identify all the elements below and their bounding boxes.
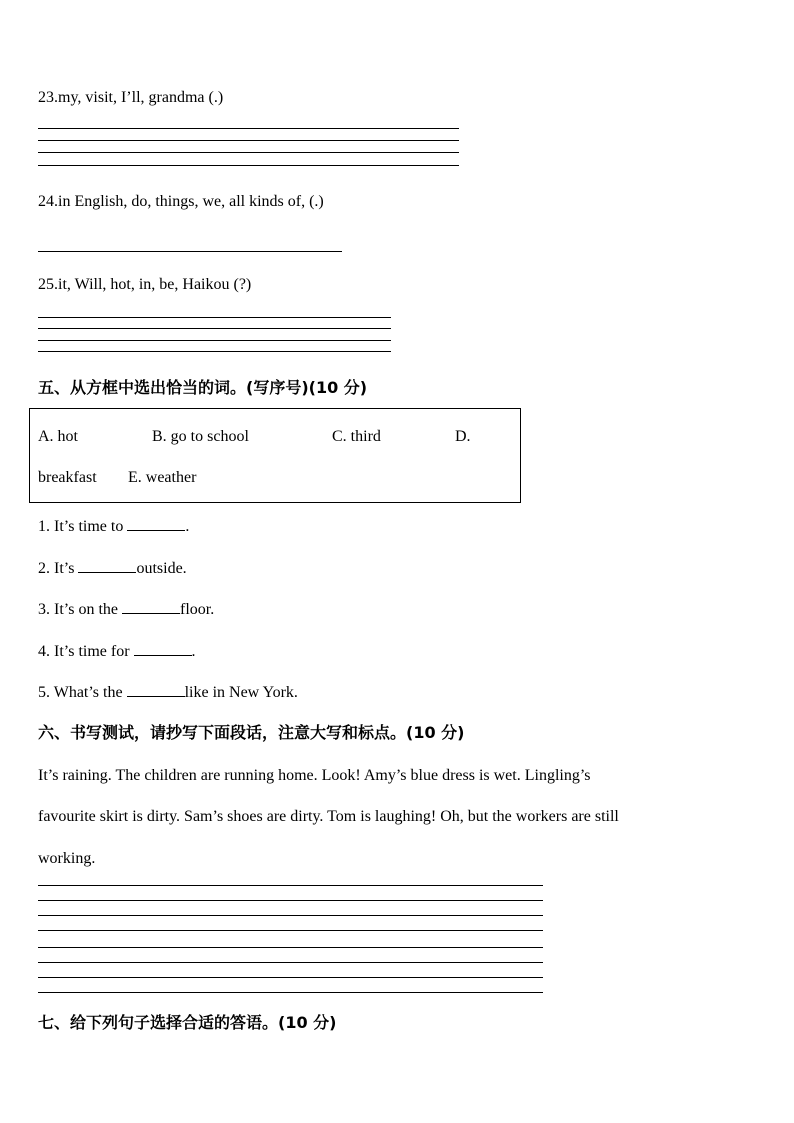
fill-item-2 [38, 558, 187, 579]
answer-line[interactable] [38, 128, 459, 129]
item-text: outside. [136, 560, 187, 577]
copy-line[interactable] [38, 900, 543, 901]
option-e: E. weather [128, 469, 197, 486]
question-text: my, visit, I’ll, grandma (.) [58, 89, 224, 106]
copy-line[interactable] [38, 915, 543, 916]
question-text: in English, do, things, we, all kinds of, (.) [58, 193, 324, 210]
section-6-heading: 六、书写测试，请抄写下面段话，注意大写和标点。(10 分) [38, 723, 465, 742]
fill-blank[interactable] [78, 558, 136, 573]
answer-line[interactable] [38, 251, 342, 252]
fill-item-5 [38, 682, 298, 703]
answer-line[interactable] [38, 340, 391, 341]
fill-blank[interactable] [134, 641, 192, 656]
item-text: 5. What’s the [38, 684, 127, 701]
copy-line[interactable] [38, 977, 543, 978]
fill-item-3 [38, 599, 214, 620]
option-c: C. third [332, 428, 381, 445]
item-text: 1. It’s time to [38, 518, 128, 535]
section-7-heading: 七、给下列句子选择合适的答语。(10 分) [38, 1013, 337, 1032]
copy-line[interactable] [38, 947, 543, 948]
option-b: B. go to school [152, 428, 249, 445]
copy-line[interactable] [38, 885, 543, 886]
question-23 [38, 88, 223, 108]
copy-line[interactable] [38, 962, 543, 963]
answer-line[interactable] [38, 165, 459, 166]
section-5-heading [38, 378, 367, 398]
answer-line[interactable] [38, 351, 391, 352]
question-24 [38, 192, 324, 212]
fill-blank[interactable] [127, 682, 185, 697]
fill-item-1 [38, 516, 189, 537]
question-text: it, Will, hot, in, be, Haikou (?) [58, 276, 252, 293]
fill-blank[interactable] [127, 516, 185, 531]
copy-line[interactable] [38, 930, 543, 931]
question-number: 23. [38, 89, 58, 106]
passage-line-1: It’s raining. The children are running home. Look! Amy’s blue dress is wet. Lingling’s [38, 767, 591, 784]
passage-line-3: working. [38, 850, 96, 867]
section-5-score: (写序号)(10 分) [246, 378, 368, 397]
question-25 [38, 275, 251, 295]
option-a: A. hot [38, 428, 78, 445]
option-d-word: breakfast [38, 469, 97, 486]
item-text: 2. It’s [38, 560, 79, 577]
item-text: 4. It’s time for [38, 643, 134, 660]
item-text: . [185, 518, 190, 535]
option-d-letter: D. [455, 428, 471, 445]
answer-line[interactable] [38, 140, 459, 141]
item-text: . [191, 643, 196, 660]
passage-line-2: favourite skirt is dirty. Sam’s shoes are dirty. Tom is laughing! Oh, but the workers are still [38, 808, 619, 825]
item-text: 3. It’s on the [38, 601, 122, 618]
fill-blank[interactable] [122, 599, 180, 614]
answer-line[interactable] [38, 152, 459, 153]
item-text: like in New York. [184, 684, 298, 701]
question-number: 24. [38, 193, 58, 210]
section-5-title: 五、从方框中选出恰当的词。 [38, 378, 247, 397]
question-number: 25. [38, 276, 58, 293]
fill-item-4 [38, 641, 196, 662]
item-text: floor. [180, 601, 215, 618]
answer-line[interactable] [38, 328, 391, 329]
copy-line[interactable] [38, 992, 543, 993]
word-box [29, 408, 521, 503]
answer-line[interactable] [38, 317, 391, 318]
